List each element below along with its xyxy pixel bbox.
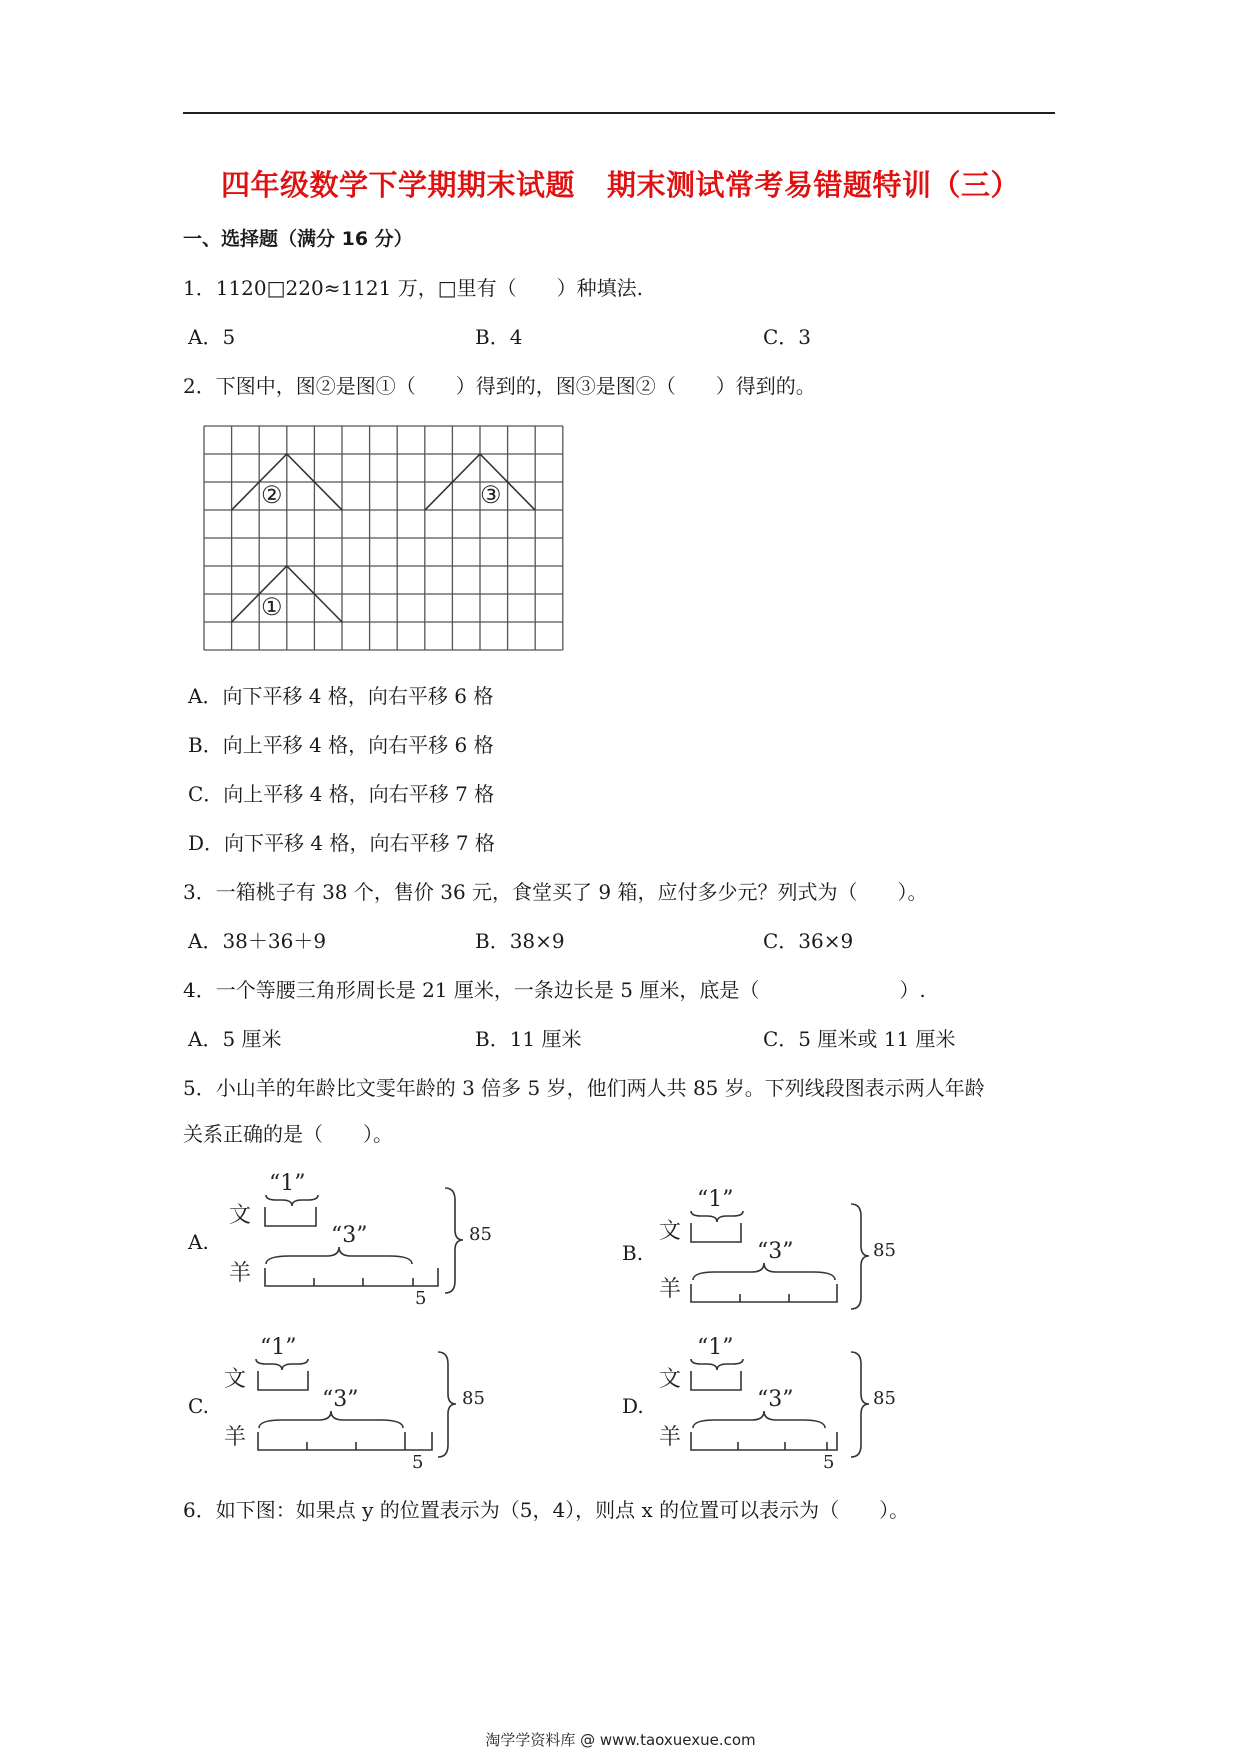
q4-option-b: B．11 厘米 (475, 1027, 582, 1051)
svg-text:文: 文 (224, 1367, 247, 1392)
svg-text:文: 文 (659, 1219, 682, 1244)
svg-text:羊: 羊 (224, 1425, 247, 1450)
section-heading: 一、选择题（满分 16 分） (183, 228, 413, 250)
svg-text:文: 文 (659, 1367, 682, 1392)
q5-option-a: A. (188, 1230, 209, 1254)
question-5-line1: 5．小山羊的年龄比文雯年龄的 3 倍多 5 岁，他们两人共 85 岁。下列线段图表示两人年龄 (183, 1076, 985, 1100)
svg-text:“3”: “3” (757, 1239, 794, 1264)
title-part2: 期末测试常考易错题特训（三） (607, 168, 1021, 202)
svg-text:羊: 羊 (229, 1261, 252, 1286)
line-diagram-c (222, 1332, 502, 1472)
q1-option-c: C．3 (763, 325, 812, 349)
svg-text:85: 85 (469, 1224, 492, 1245)
svg-text:“3”: “3” (757, 1387, 794, 1412)
svg-text:“3”: “3” (331, 1223, 368, 1248)
q2-option-b: B．向上平移 4 格，向右平移 6 格 (188, 733, 494, 757)
q4-option-c: C．5 厘米或 11 厘米 (763, 1027, 956, 1051)
q3-option-a: A．38＋36＋9 (188, 929, 327, 953)
q3-option-c: C．36×9 (763, 929, 854, 953)
question-2: 2．下图中，图②是图①（ ）得到的，图③是图②（ ）得到的。 (183, 374, 816, 398)
page-title (0, 163, 1241, 204)
svg-text:“1”: “1” (260, 1335, 297, 1360)
footer-watermark: 淘学学资料库 @ www.taoxuexue.com (485, 1731, 756, 1749)
line-diagram-d (657, 1332, 937, 1472)
svg-text:“1”: “1” (697, 1187, 734, 1212)
svg-text:5: 5 (412, 1452, 424, 1473)
question-1: 1．1120□220≈1121 万，□里有（ ）种填法. (183, 276, 643, 300)
svg-text:5: 5 (823, 1452, 835, 1473)
header-rule (183, 112, 1055, 114)
line-diagram-b (657, 1184, 937, 1324)
q2-option-a: A．向下平移 4 格，向右平移 6 格 (188, 684, 494, 708)
svg-text:“3”: “3” (322, 1387, 359, 1412)
q2-option-c: C．向上平移 4 格，向右平移 7 格 (188, 782, 495, 806)
svg-text:“1”: “1” (269, 1171, 306, 1196)
q5-option-d: D. (622, 1394, 644, 1418)
shape-1-label: ① (261, 593, 283, 621)
line-diagram-a (225, 1168, 505, 1308)
title-part1: 四年级数学下学期期末试题 (220, 168, 575, 202)
question-4: 4．一个等腰三角形周长是 21 厘米，一条边长是 5 厘米，底是（ ）. (183, 978, 926, 1002)
q1-option-b: B．4 (475, 325, 523, 349)
q3-option-b: B．38×9 (475, 929, 565, 953)
q5-option-b: B. (622, 1241, 644, 1265)
question-5-line2: 关系正确的是（ ）。 (183, 1122, 393, 1146)
translation-grid-figure (204, 426, 566, 650)
svg-text:85: 85 (462, 1388, 485, 1409)
question-6: 6．如下图：如果点 y 的位置表示为（5，4），则点 x 的位置可以表示为（ ）。 (183, 1498, 910, 1522)
q4-option-a: A．5 厘米 (188, 1027, 282, 1051)
q1-option-a: A．5 (188, 325, 236, 349)
q2-option-d: D．向下平移 4 格，向右平移 7 格 (188, 831, 495, 855)
shape-3-label: ③ (480, 481, 502, 509)
svg-text:“1”: “1” (697, 1335, 734, 1360)
svg-text:85: 85 (873, 1388, 896, 1409)
shape-2-label: ② (261, 481, 283, 509)
question-3: 3．一箱桃子有 38 个，售价 36 元，食堂买了 9 箱，应付多少元？列式为（ ）。 (183, 880, 928, 904)
svg-text:85: 85 (873, 1240, 896, 1261)
svg-text:羊: 羊 (659, 1277, 682, 1302)
svg-text:文: 文 (229, 1203, 252, 1228)
svg-text:羊: 羊 (659, 1425, 682, 1450)
q5-option-c: C. (188, 1394, 209, 1418)
svg-text:5: 5 (415, 1288, 427, 1309)
